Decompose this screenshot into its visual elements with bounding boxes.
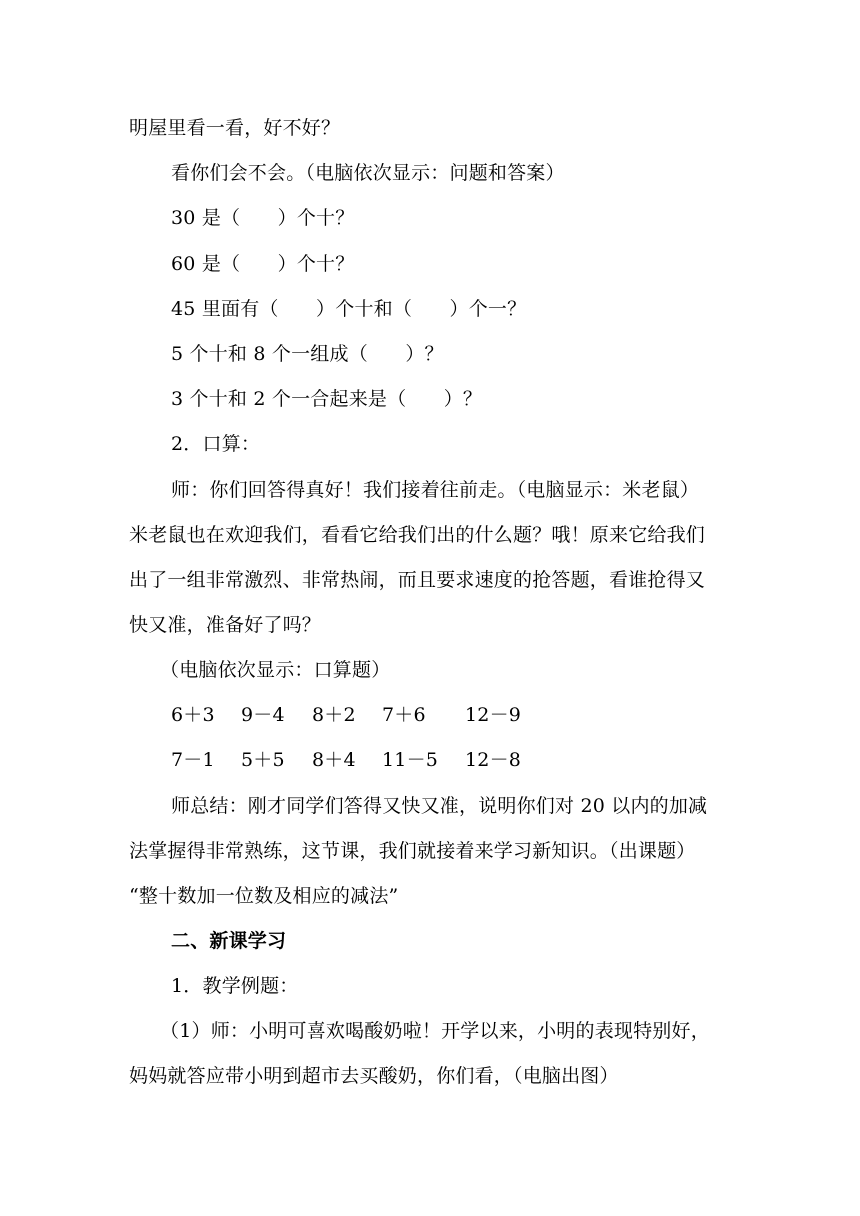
math-problem: 11－5 — [382, 749, 439, 771]
text-line: 3 个十和 2 个一合起来是（ ）？ — [171, 388, 483, 410]
text-line: 出了一组非常激烈、非常热闹，而且要求速度的抢答题，看谁抢得又 — [129, 569, 706, 591]
text-line: 45 里面有（ ）个十和（ ）个一？ — [171, 298, 527, 320]
text-line: 看你们会不会。（电脑依次显示：问题和答案） — [171, 162, 565, 184]
math-row — [171, 703, 591, 727]
math-problem: 7＋6 — [382, 704, 426, 726]
text-line: 师总结：刚才同学们答得又快又准，说明你们对 20 以内的加减 — [171, 795, 708, 817]
text-line: 妈妈就答应带小明到超市去买酸奶，你们看，（电脑出图） — [129, 1065, 619, 1087]
text-line: （1）师：小明可喜欢喝酸奶啦！开学以来，小明的表现特别好， — [160, 1020, 710, 1042]
text-line: 2．口算： — [171, 433, 261, 455]
math-row — [171, 748, 591, 772]
text-line: 60 是（ ）个十？ — [171, 253, 355, 275]
text-line: （电脑依次显示：口算题） — [160, 659, 391, 681]
math-problem: 12－8 — [465, 749, 522, 771]
text-line: 5 个十和 8 个一组成（ ）？ — [171, 343, 444, 365]
text-line: “整十数加一位数及相应的减法” — [129, 885, 399, 907]
math-problem: 6＋3 — [171, 704, 215, 726]
text-line: 快又准，准备好了吗？ — [129, 614, 322, 636]
math-problem: 12－9 — [465, 704, 522, 726]
text-line: 1．教学例题： — [171, 975, 299, 997]
math-problem: 9－4 — [241, 704, 285, 726]
section-heading: 二、新课学习 — [171, 930, 287, 952]
text-line: 师：你们回答得真好！我们接着往前走。（电脑显示：米老鼠） — [171, 479, 700, 501]
text-line: 30 是（ ）个十？ — [171, 207, 355, 229]
math-problem: 8＋4 — [312, 749, 356, 771]
math-problem: 8＋2 — [312, 704, 356, 726]
math-problem: 5＋5 — [241, 749, 285, 771]
math-problem: 7－1 — [171, 749, 215, 771]
text-line: 米老鼠也在欢迎我们，看看它给我们出的什么题？哦！原来它给我们 — [129, 524, 706, 546]
text-line: 法掌握得非常熟练，这节课，我们就接着来学习新知识。（出课题） — [129, 840, 696, 862]
text-line: 明屋里看一看，好不好？ — [129, 117, 341, 139]
